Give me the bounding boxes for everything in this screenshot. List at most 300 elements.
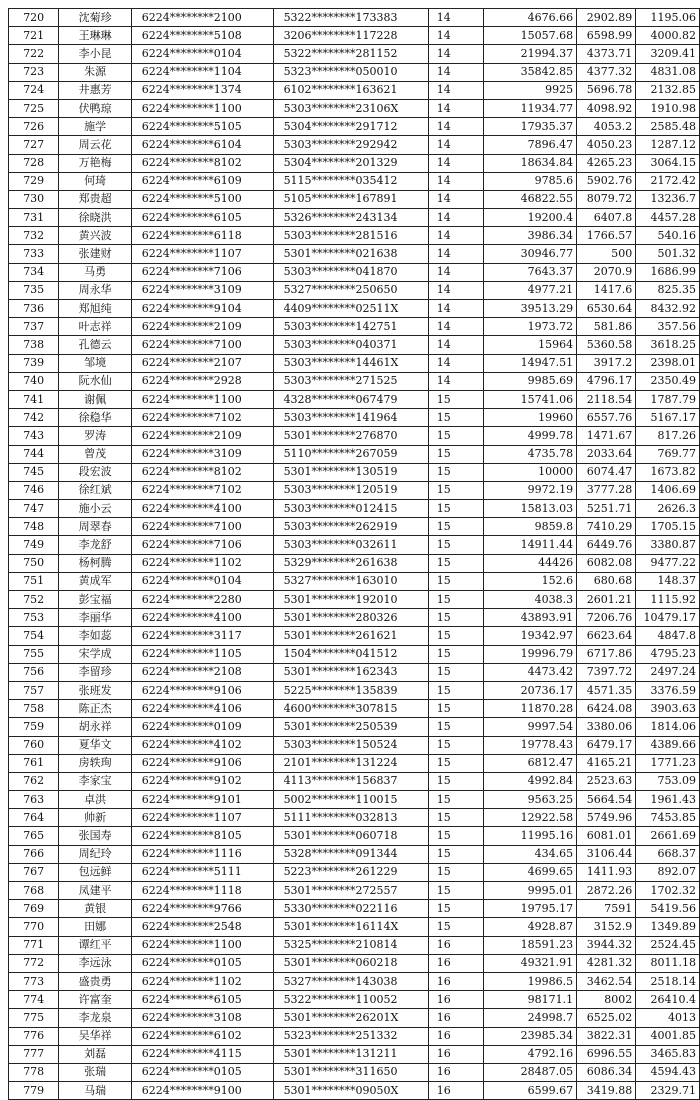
amount-cell: 3376.59	[636, 681, 700, 699]
name-cell: 马瑞	[59, 1082, 131, 1100]
id-number-cell: 6102********163621	[273, 81, 428, 99]
month-cell: 14	[428, 318, 483, 336]
table-row	[9, 736, 700, 754]
id-number-cell: 5223********261229	[273, 863, 428, 881]
table-row	[9, 827, 700, 845]
table-row	[9, 645, 700, 663]
amount-cell: 9995.01	[484, 882, 577, 900]
month-cell: 15	[428, 645, 483, 663]
table-row	[9, 554, 700, 572]
table-row	[9, 1045, 700, 1063]
amount-cell: 19778.43	[484, 736, 577, 754]
serial-no-cell: 727	[9, 136, 59, 154]
table-row	[9, 1009, 700, 1027]
amount-cell: 6086.34	[577, 1063, 636, 1081]
amount-cell: 4038.3	[484, 591, 577, 609]
bank-card-cell: 6224********1100	[131, 99, 273, 117]
serial-no-cell: 761	[9, 754, 59, 772]
bank-card-cell: 6224********2280	[131, 591, 273, 609]
amount-cell: 2585.48	[636, 118, 700, 136]
id-number-cell: 5322********110052	[273, 991, 428, 1009]
bank-card-cell: 6224********6104	[131, 136, 273, 154]
amount-cell: 4977.21	[484, 281, 577, 299]
table-row	[9, 900, 700, 918]
amount-cell: 4281.32	[577, 954, 636, 972]
name-cell: 黄兴波	[59, 227, 131, 245]
amount-cell: 9563.25	[484, 791, 577, 809]
serial-no-cell: 765	[9, 827, 59, 845]
amount-cell: 2872.26	[577, 882, 636, 900]
amount-cell: 6623.64	[577, 627, 636, 645]
bank-card-cell: 6224********9100	[131, 1082, 273, 1100]
serial-no-cell: 751	[9, 572, 59, 590]
amount-cell: 3106.44	[577, 845, 636, 863]
name-cell: 李家宝	[59, 772, 131, 790]
id-number-cell: 5301********261621	[273, 627, 428, 645]
bank-card-cell: 6224********1102	[131, 972, 273, 990]
name-cell: 黄成军	[59, 572, 131, 590]
amount-cell: 4795.23	[636, 645, 700, 663]
amount-cell: 2661.69	[636, 827, 700, 845]
table-row	[9, 1063, 700, 1081]
table-row	[9, 45, 700, 63]
name-cell: 曾茂	[59, 445, 131, 463]
amount-cell: 1411.93	[577, 863, 636, 881]
bank-card-cell: 6224********8102	[131, 154, 273, 172]
amount-cell: 3152.9	[577, 918, 636, 936]
id-number-cell: 5115********035412	[273, 172, 428, 190]
serial-no-cell: 777	[9, 1045, 59, 1063]
bank-card-cell: 6224********0105	[131, 1063, 273, 1081]
amount-cell: 4847.8	[636, 627, 700, 645]
table-row	[9, 681, 700, 699]
table-row	[9, 882, 700, 900]
id-number-cell: 5301********130519	[273, 463, 428, 481]
table-row	[9, 1082, 700, 1100]
table-row	[9, 972, 700, 990]
amount-cell: 5749.96	[577, 809, 636, 827]
amount-cell: 5419.56	[636, 900, 700, 918]
serial-no-cell: 733	[9, 245, 59, 263]
amount-cell: 7643.37	[484, 263, 577, 281]
name-cell: 房轶珣	[59, 754, 131, 772]
amount-cell: 1195.06	[636, 9, 700, 27]
amount-cell: 4053.2	[577, 118, 636, 136]
table-row	[9, 318, 700, 336]
month-cell: 14	[428, 281, 483, 299]
amount-cell: 1702.32	[636, 882, 700, 900]
table-row	[9, 354, 700, 372]
amount-cell: 501.32	[636, 245, 700, 263]
amount-cell: 5902.76	[577, 172, 636, 190]
month-cell: 16	[428, 954, 483, 972]
name-cell: 马勇	[59, 263, 131, 281]
name-cell: 李留珍	[59, 663, 131, 681]
month-cell: 15	[428, 809, 483, 827]
id-number-cell: 5303********292942	[273, 136, 428, 154]
serial-no-cell: 740	[9, 372, 59, 390]
name-cell: 施学	[59, 118, 131, 136]
amount-cell: 3618.25	[636, 336, 700, 354]
name-cell: 包远鲜	[59, 863, 131, 881]
bank-card-cell: 6224********6105	[131, 209, 273, 227]
id-number-cell: 5322********281152	[273, 45, 428, 63]
month-cell: 15	[428, 882, 483, 900]
table-row	[9, 372, 700, 390]
amount-cell: 6479.17	[577, 736, 636, 754]
serial-no-cell: 736	[9, 300, 59, 318]
bank-card-cell: 6224********0109	[131, 718, 273, 736]
amount-cell: 2518.14	[636, 972, 700, 990]
serial-no-cell: 743	[9, 427, 59, 445]
month-cell: 14	[428, 118, 483, 136]
amount-cell: 9925	[484, 81, 577, 99]
id-number-cell: 2101********131224	[273, 754, 428, 772]
month-cell: 15	[428, 681, 483, 699]
bank-card-cell: 6224********1116	[131, 845, 273, 863]
table-row	[9, 536, 700, 554]
id-number-cell: 5225********135839	[273, 681, 428, 699]
month-cell: 15	[428, 518, 483, 536]
serial-no-cell: 778	[9, 1063, 59, 1081]
serial-no-cell: 732	[9, 227, 59, 245]
amount-cell: 2601.21	[577, 591, 636, 609]
bank-card-cell: 6224********2108	[131, 663, 273, 681]
amount-cell: 43893.91	[484, 609, 577, 627]
month-cell: 15	[428, 663, 483, 681]
bank-card-cell: 6224********1100	[131, 390, 273, 408]
serial-no-cell: 745	[9, 463, 59, 481]
amount-cell: 18591.23	[484, 936, 577, 954]
amount-cell: 1787.79	[636, 390, 700, 408]
amount-cell: 6424.08	[577, 700, 636, 718]
bank-card-cell: 6224********5111	[131, 863, 273, 881]
table-row	[9, 9, 700, 27]
amount-cell: 49321.91	[484, 954, 577, 972]
bank-card-cell: 6224********9106	[131, 681, 273, 699]
amount-cell: 4796.17	[577, 372, 636, 390]
amount-cell: 19996.79	[484, 645, 577, 663]
amount-cell: 46822.55	[484, 190, 577, 208]
table-row	[9, 481, 700, 499]
table-row	[9, 336, 700, 354]
amount-cell: 3917.2	[577, 354, 636, 372]
serial-no-cell: 762	[9, 772, 59, 790]
amount-cell: 5696.78	[577, 81, 636, 99]
month-cell: 14	[428, 172, 483, 190]
id-number-cell: 5323********251332	[273, 1027, 428, 1045]
amount-cell: 4999.78	[484, 427, 577, 445]
id-number-cell: 4409********02511X	[273, 300, 428, 318]
amount-cell: 2033.64	[577, 445, 636, 463]
name-cell: 沈菊珍	[59, 9, 131, 27]
serial-no-cell: 721	[9, 27, 59, 45]
month-cell: 16	[428, 972, 483, 990]
amount-cell: 1961.43	[636, 791, 700, 809]
amount-cell: 1973.72	[484, 318, 577, 336]
bank-card-cell: 6224********1105	[131, 645, 273, 663]
id-number-cell: 4113********156837	[273, 772, 428, 790]
month-cell: 14	[428, 209, 483, 227]
month-cell: 15	[428, 463, 483, 481]
bank-card-cell: 6224********5105	[131, 118, 273, 136]
id-number-cell: 5327********163010	[273, 572, 428, 590]
bank-card-cell: 6224********9102	[131, 772, 273, 790]
table-row	[9, 954, 700, 972]
name-cell: 李远泳	[59, 954, 131, 972]
amount-cell: 4594.43	[636, 1063, 700, 1081]
table-row	[9, 190, 700, 208]
month-cell: 15	[428, 445, 483, 463]
amount-cell: 5251.71	[577, 500, 636, 518]
bank-card-cell: 6224********6105	[131, 991, 273, 1009]
name-cell: 凤建平	[59, 882, 131, 900]
name-cell: 朱源	[59, 63, 131, 81]
amount-cell: 4265.23	[577, 154, 636, 172]
serial-no-cell: 759	[9, 718, 59, 736]
bank-card-cell: 6224********9766	[131, 900, 273, 918]
serial-no-cell: 741	[9, 390, 59, 408]
amount-cell: 19200.4	[484, 209, 577, 227]
amount-cell: 15057.68	[484, 27, 577, 45]
month-cell: 15	[428, 863, 483, 881]
bank-card-cell: 6224********2928	[131, 372, 273, 390]
amount-cell: 2523.63	[577, 772, 636, 790]
serial-no-cell: 731	[9, 209, 59, 227]
month-cell: 15	[428, 427, 483, 445]
name-cell: 李如蕊	[59, 627, 131, 645]
amount-cell: 1406.69	[636, 481, 700, 499]
amount-cell: 17935.37	[484, 118, 577, 136]
bank-card-cell: 6224********4102	[131, 736, 273, 754]
serial-no-cell: 749	[9, 536, 59, 554]
name-cell: 徐红斌	[59, 481, 131, 499]
name-cell: 阮水仙	[59, 372, 131, 390]
bank-card-cell: 6224********3109	[131, 445, 273, 463]
name-cell: 谢佩	[59, 390, 131, 408]
name-cell: 周永华	[59, 281, 131, 299]
table-row	[9, 936, 700, 954]
amount-cell: 6074.47	[577, 463, 636, 481]
id-number-cell: 3206********117228	[273, 27, 428, 45]
amount-cell: 1673.82	[636, 463, 700, 481]
serial-no-cell: 768	[9, 882, 59, 900]
bank-card-cell: 6224********3108	[131, 1009, 273, 1027]
amount-cell: 357.56	[636, 318, 700, 336]
serial-no-cell: 747	[9, 500, 59, 518]
name-cell: 郑贵超	[59, 190, 131, 208]
table-row	[9, 809, 700, 827]
id-number-cell: 5303********23106X	[273, 99, 428, 117]
serial-no-cell: 769	[9, 900, 59, 918]
name-cell: 张建财	[59, 245, 131, 263]
amount-cell: 19795.17	[484, 900, 577, 918]
id-number-cell: 5105********167891	[273, 190, 428, 208]
table-row	[9, 627, 700, 645]
bank-card-cell: 6224********6109	[131, 172, 273, 190]
name-cell: 周云花	[59, 136, 131, 154]
serial-no-cell: 730	[9, 190, 59, 208]
serial-no-cell: 771	[9, 936, 59, 954]
amount-cell: 6996.55	[577, 1045, 636, 1063]
table-row	[9, 754, 700, 772]
serial-no-cell: 776	[9, 1027, 59, 1045]
name-cell: 张国寿	[59, 827, 131, 845]
month-cell: 15	[428, 845, 483, 863]
amount-cell: 8079.72	[577, 190, 636, 208]
amount-cell: 434.65	[484, 845, 577, 863]
amount-cell: 35842.85	[484, 63, 577, 81]
table-row	[9, 918, 700, 936]
serial-no-cell: 773	[9, 972, 59, 990]
id-number-cell: 5301********131211	[273, 1045, 428, 1063]
name-cell: 许富奎	[59, 991, 131, 1009]
serial-no-cell: 728	[9, 154, 59, 172]
serial-no-cell: 739	[9, 354, 59, 372]
amount-cell: 3380.87	[636, 536, 700, 554]
name-cell: 彭宝福	[59, 591, 131, 609]
table-row	[9, 427, 700, 445]
id-number-cell: 5326********243134	[273, 209, 428, 227]
amount-cell: 7397.72	[577, 663, 636, 681]
amount-cell: 2497.24	[636, 663, 700, 681]
table-row	[9, 991, 700, 1009]
month-cell: 16	[428, 936, 483, 954]
amount-cell: 6598.99	[577, 27, 636, 45]
serial-no-cell: 775	[9, 1009, 59, 1027]
serial-no-cell: 748	[9, 518, 59, 536]
month-cell: 15	[428, 627, 483, 645]
amount-cell: 2172.42	[636, 172, 700, 190]
amount-cell: 19960	[484, 409, 577, 427]
month-cell: 16	[428, 1063, 483, 1081]
name-cell: 张班发	[59, 681, 131, 699]
id-number-cell: 5303********040371	[273, 336, 428, 354]
id-number-cell: 5301********192010	[273, 591, 428, 609]
serial-no-cell: 754	[9, 627, 59, 645]
month-cell: 14	[428, 354, 483, 372]
name-cell: 伏鸭琼	[59, 99, 131, 117]
amount-cell: 5167.17	[636, 409, 700, 427]
serial-no-cell: 753	[9, 609, 59, 627]
table-row	[9, 81, 700, 99]
month-cell: 15	[428, 700, 483, 718]
id-number-cell: 5301********276870	[273, 427, 428, 445]
amount-cell: 825.35	[636, 281, 700, 299]
month-cell: 14	[428, 300, 483, 318]
id-number-cell: 5301********26201X	[273, 1009, 428, 1027]
serial-no-cell: 738	[9, 336, 59, 354]
amount-cell: 1771.23	[636, 754, 700, 772]
serial-no-cell: 724	[9, 81, 59, 99]
month-cell: 14	[428, 81, 483, 99]
id-number-cell: 5301********060218	[273, 954, 428, 972]
name-cell: 李龙舒	[59, 536, 131, 554]
bank-card-cell: 6224********5108	[131, 27, 273, 45]
bank-card-cell: 6224********9106	[131, 754, 273, 772]
serial-no-cell: 756	[9, 663, 59, 681]
amount-cell: 2329.71	[636, 1082, 700, 1100]
name-cell: 夏华文	[59, 736, 131, 754]
name-cell: 黄银	[59, 900, 131, 918]
bank-card-cell: 6224********2109	[131, 427, 273, 445]
id-number-cell: 5330********022116	[273, 900, 428, 918]
amount-cell: 4699.65	[484, 863, 577, 881]
amount-cell: 7896.47	[484, 136, 577, 154]
id-number-cell: 5329********261638	[273, 554, 428, 572]
name-cell: 吴华祥	[59, 1027, 131, 1045]
serial-no-cell: 735	[9, 281, 59, 299]
amount-cell: 3419.88	[577, 1082, 636, 1100]
amount-cell: 892.07	[636, 863, 700, 881]
id-number-cell: 5002********110015	[273, 791, 428, 809]
amount-cell: 21994.37	[484, 45, 577, 63]
amount-cell: 4165.21	[577, 754, 636, 772]
name-cell: 刘磊	[59, 1045, 131, 1063]
bank-card-cell: 6224********2548	[131, 918, 273, 936]
name-cell: 徐稳华	[59, 409, 131, 427]
amount-cell: 2132.85	[636, 81, 700, 99]
bank-card-cell: 6224********7102	[131, 409, 273, 427]
month-cell: 14	[428, 63, 483, 81]
amount-cell: 668.37	[636, 845, 700, 863]
amount-cell: 1766.57	[577, 227, 636, 245]
amount-cell: 11870.28	[484, 700, 577, 718]
amount-cell: 19342.97	[484, 627, 577, 645]
amount-cell: 4992.84	[484, 772, 577, 790]
name-cell: 郑旭纯	[59, 300, 131, 318]
amount-cell: 1417.6	[577, 281, 636, 299]
name-cell: 周翠春	[59, 518, 131, 536]
amount-cell: 15964	[484, 336, 577, 354]
name-cell: 田娜	[59, 918, 131, 936]
bank-card-cell: 6224********0104	[131, 572, 273, 590]
name-cell: 盛贵勇	[59, 972, 131, 990]
amount-cell: 1814.06	[636, 718, 700, 736]
month-cell: 16	[428, 1009, 483, 1027]
id-number-cell: 5301********021638	[273, 245, 428, 263]
id-number-cell: 5322********173383	[273, 9, 428, 27]
amount-cell: 6812.47	[484, 754, 577, 772]
amount-cell: 148.37	[636, 572, 700, 590]
amount-cell: 4001.85	[636, 1027, 700, 1045]
month-cell: 14	[428, 227, 483, 245]
bank-card-cell: 6224********0104	[131, 45, 273, 63]
bank-card-cell: 6224********2100	[131, 9, 273, 27]
month-cell: 15	[428, 718, 483, 736]
bank-card-cell: 6224********9104	[131, 300, 273, 318]
bank-card-cell: 6224********2109	[131, 318, 273, 336]
amount-cell: 1910.98	[636, 99, 700, 117]
month-cell: 16	[428, 1082, 483, 1100]
amount-cell: 3903.63	[636, 700, 700, 718]
table-row	[9, 718, 700, 736]
amount-cell: 13236.7	[636, 190, 700, 208]
amount-cell: 500	[577, 245, 636, 263]
id-number-cell: 5303********120519	[273, 481, 428, 499]
amount-cell: 10000	[484, 463, 577, 481]
amount-cell: 3465.83	[636, 1045, 700, 1063]
serial-no-cell: 770	[9, 918, 59, 936]
table-row	[9, 390, 700, 408]
id-number-cell: 5111********032813	[273, 809, 428, 827]
id-number-cell: 4600********307815	[273, 700, 428, 718]
id-number-cell: 5301********280326	[273, 609, 428, 627]
amount-cell: 7410.29	[577, 518, 636, 536]
name-cell: 宋学成	[59, 645, 131, 663]
amount-cell: 15813.03	[484, 500, 577, 518]
serial-no-cell: 737	[9, 318, 59, 336]
